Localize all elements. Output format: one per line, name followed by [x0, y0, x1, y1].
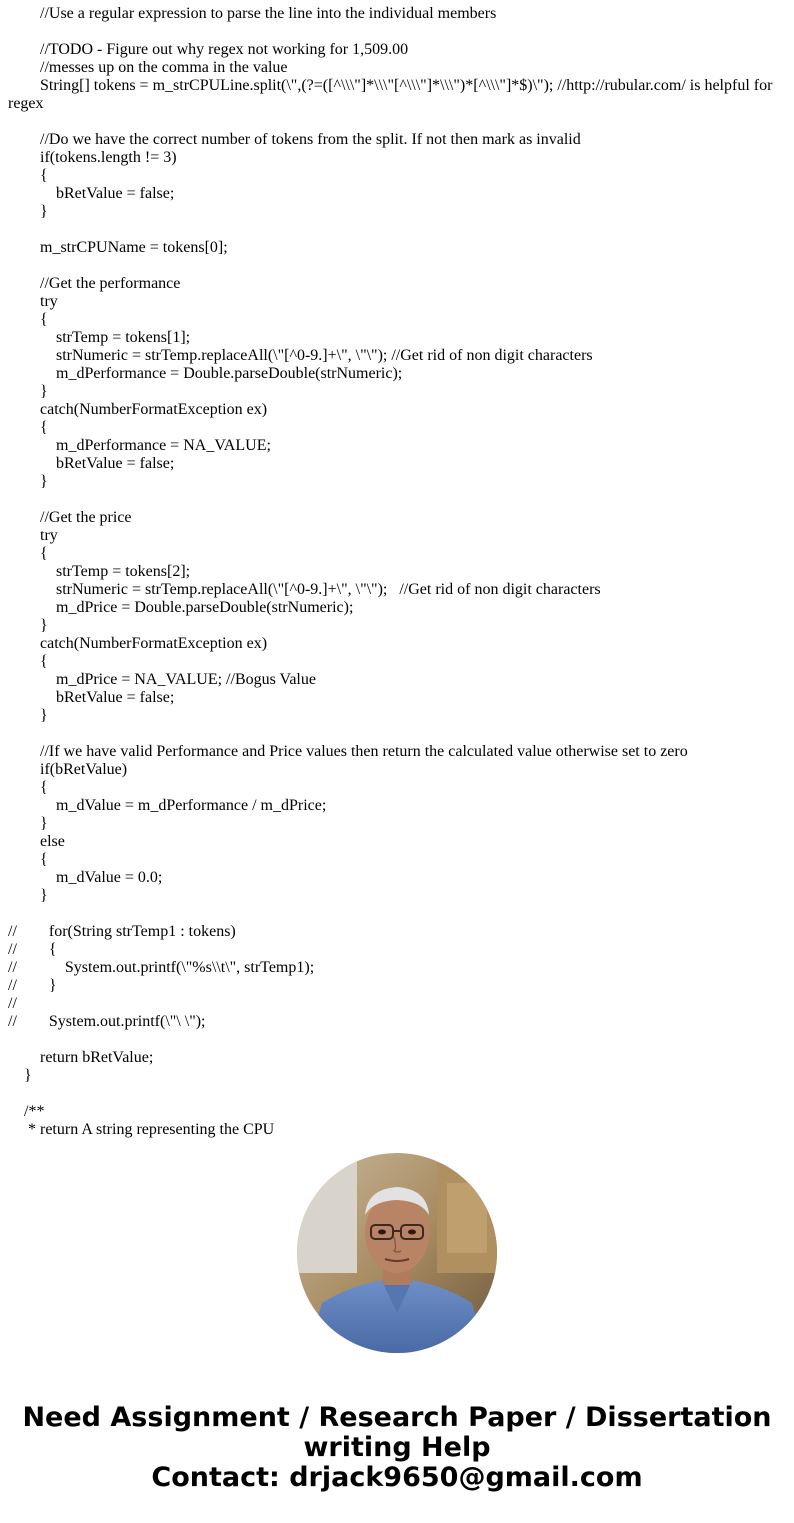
- code-line: [8, 23, 786, 41]
- code-line: {: [8, 653, 48, 670]
- code-line: {: [8, 779, 48, 796]
- code-line: strTemp = tokens[2];: [8, 563, 191, 580]
- code-line: return bRetValue;: [8, 1049, 154, 1066]
- code-line: {: [8, 851, 48, 868]
- code-line: bRetValue = false;: [8, 455, 175, 472]
- promo-contact: Contact: drjack9650@gmail.com: [151, 1462, 643, 1493]
- portrait-image: [297, 1153, 497, 1353]
- code-line: //Get the performance: [8, 275, 181, 292]
- code-line: m_dPrice = Double.parseDouble(strNumeric);: [8, 599, 354, 616]
- code-line: * return A string representing the CPU: [8, 1121, 275, 1138]
- code-line: m_strCPUName = tokens[0];: [8, 239, 228, 256]
- code-line: //Use a regular expression to parse the line into the individual members: [8, 5, 497, 22]
- code-line: {: [8, 167, 48, 184]
- code-line: else: [8, 833, 65, 850]
- promo-subheadline: writing Help: [303, 1432, 491, 1463]
- code-line: catch(NumberFormatException ex): [8, 401, 268, 418]
- author-photo: [297, 1153, 497, 1353]
- code-line: try: [8, 527, 58, 544]
- code-line: //: [8, 995, 17, 1012]
- code-line: [8, 221, 786, 239]
- code-line: strNumeric = strTemp.replaceAll(\"[^0-9.]+\", \"\"); //Get rid of non digit characters: [8, 347, 593, 364]
- code-line: // System.out.printf(\"\ \");: [8, 1013, 206, 1030]
- code-line: {: [8, 545, 48, 562]
- code-line: //Get the price: [8, 509, 132, 526]
- code-line: //TODO - Figure out why regex not working for 1,509.00: [8, 41, 409, 58]
- code-line: // for(String strTemp1 : tokens): [8, 923, 236, 940]
- code-listing: [8, 5, 786, 1139]
- code-line: [8, 905, 786, 923]
- code-line: strTemp = tokens[1];: [8, 329, 191, 346]
- code-line: if(bRetValue): [8, 761, 128, 778]
- code-line: }: [8, 473, 48, 490]
- code-line: [8, 257, 786, 275]
- code-line: [8, 113, 786, 131]
- code-line: [8, 725, 786, 743]
- code-line: {: [8, 419, 48, 436]
- code-line: /**: [8, 1103, 45, 1120]
- promo-banner: [0, 1403, 794, 1493]
- code-line: //If we have valid Performance and Price values then return the calculated value otherwise set to zero: [8, 743, 688, 760]
- code-line: m_dValue = 0.0;: [8, 869, 163, 886]
- code-line: // {: [8, 941, 57, 958]
- code-line: m_dPerformance = NA_VALUE;: [8, 437, 271, 454]
- code-line: }: [8, 203, 48, 220]
- code-line: m_dPrice = NA_VALUE; //Bogus Value: [8, 671, 316, 688]
- code-line: //messes up on the comma in the value: [8, 59, 288, 76]
- code-line: bRetValue = false;: [8, 185, 175, 202]
- code-line: }: [8, 1067, 32, 1084]
- code-line: try: [8, 293, 58, 310]
- code-line: strNumeric = strTemp.replaceAll(\"[^0-9.]+\", \"\"); //Get rid of non digit characters: [8, 581, 601, 598]
- code-line: m_dValue = m_dPerformance / m_dPrice;: [8, 797, 327, 814]
- code-line: String[] tokens = m_strCPULine.split(\",(?=([^\\\"]*\\\"[^\\\"]*\\\")*[^\\\"]*$)\"); //http://rubular.com/ is helpful for regex: [8, 77, 777, 112]
- code-line: [8, 1031, 786, 1049]
- code-line: m_dPerformance = Double.parseDouble(strNumeric);: [8, 365, 403, 382]
- code-line: {: [8, 311, 48, 328]
- code-line: }: [8, 707, 48, 724]
- code-line: }: [8, 617, 48, 634]
- code-line: [8, 1085, 786, 1103]
- code-line: // System.out.printf(\"%s\\t\", strTemp1);: [8, 959, 315, 976]
- promo-headline: Need Assignment / Research Paper / Dissertation: [22, 1402, 772, 1433]
- code-line: if(tokens.length != 3): [8, 149, 177, 166]
- code-line: }: [8, 887, 48, 904]
- code-line: //Do we have the correct number of tokens from the split. If not then mark as invalid: [8, 131, 581, 148]
- code-line: [8, 491, 786, 509]
- code-line: // }: [8, 977, 57, 994]
- code-line: catch(NumberFormatException ex): [8, 635, 268, 652]
- code-line: }: [8, 383, 48, 400]
- code-line: }: [8, 815, 48, 832]
- code-line: bRetValue = false;: [8, 689, 175, 706]
